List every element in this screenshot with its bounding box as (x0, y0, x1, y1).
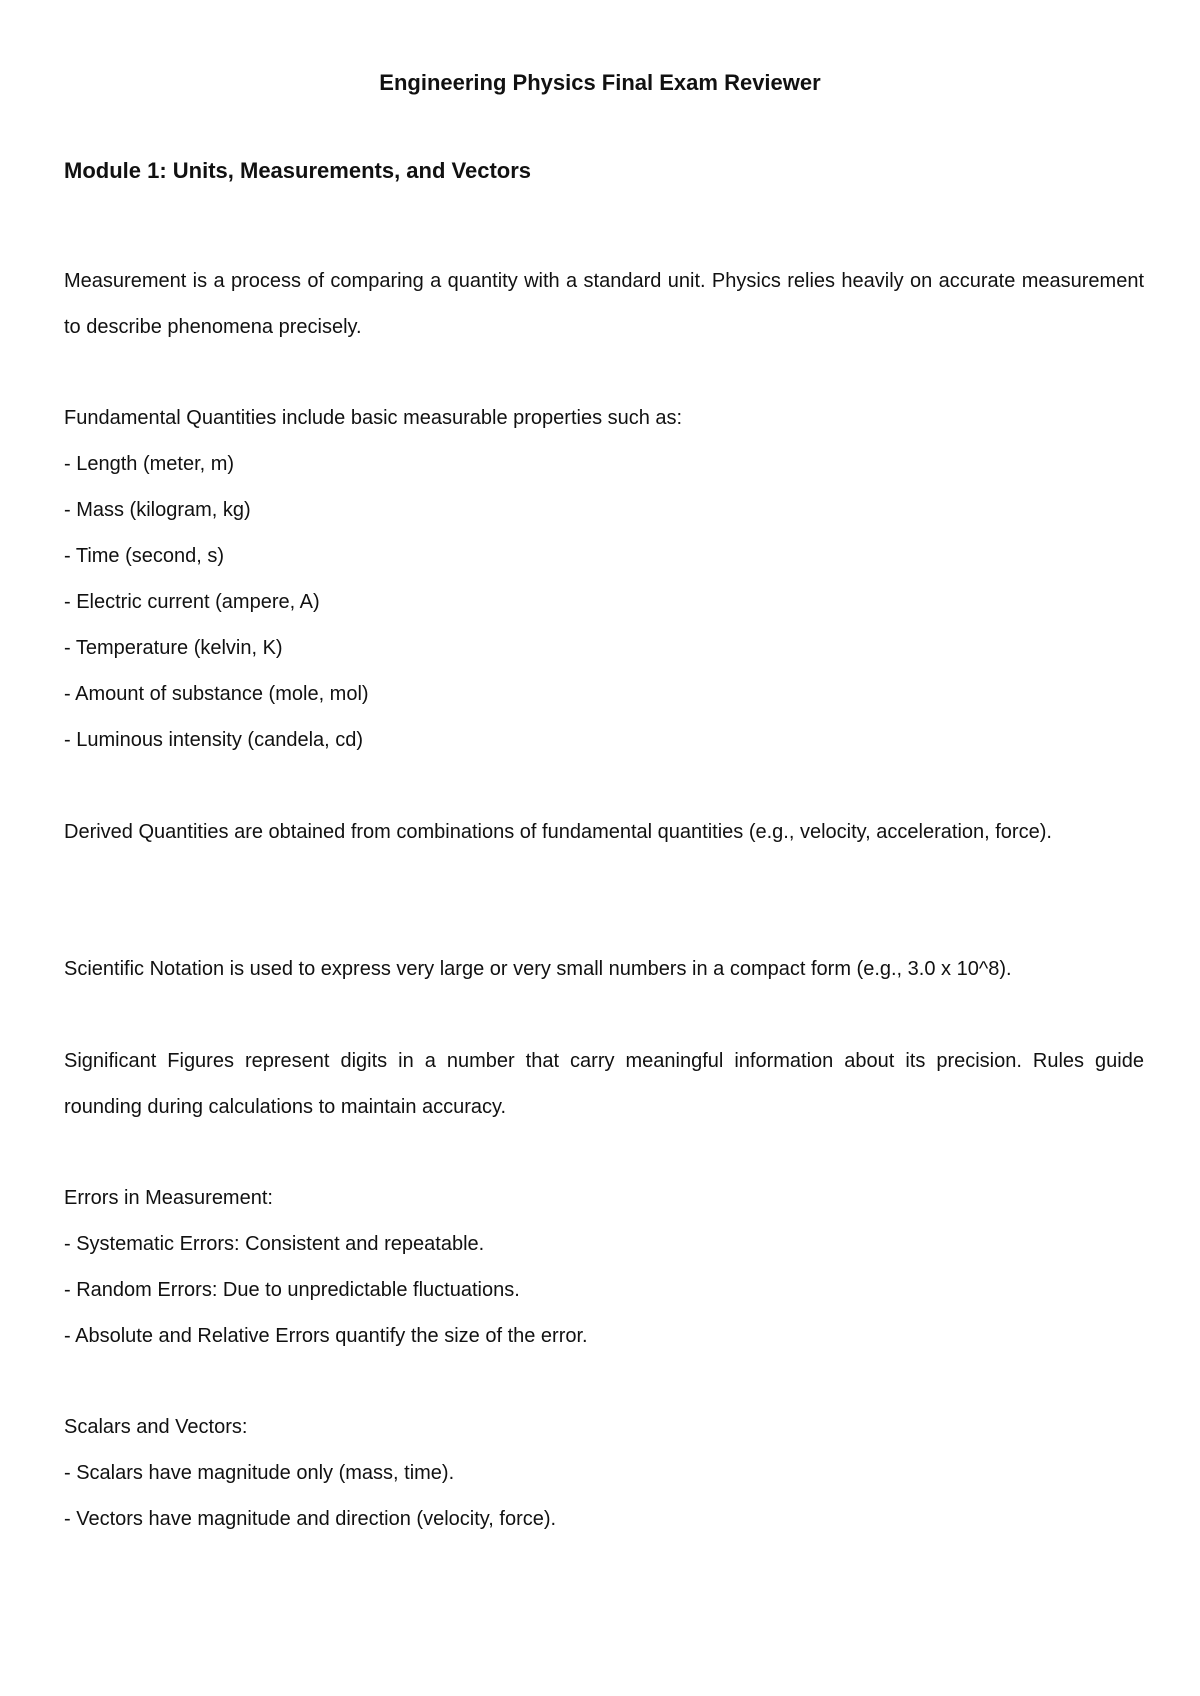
list-item: - Random Errors: Due to unpredictable fluctuations. (64, 1279, 520, 1301)
significant-figures-paragraph: Significant Figures represent digits in a number that carry meaningful information about its precision. Rules guide rounding during calculations to maintain accuracy. (64, 1050, 1144, 1118)
derived-quantities-paragraph: Derived Quantities are obtained from combinations of fundamental quantities (e.g., velocity, acceleration, force). (64, 821, 1052, 843)
scientific-notation-paragraph: Scientific Notation is used to express very large or very small numbers in a compact form (e.g., 3.0 x 10^8). (64, 958, 1012, 980)
list-item: - Scalars have magnitude only (mass, time). (64, 1462, 455, 1484)
fundamental-quantities-intro: Fundamental Quantities include basic measurable properties such as: (64, 407, 683, 429)
scalars-vectors-section (64, 1404, 1144, 1542)
module-heading: Module 1: Units, Measurements, and Vectors (64, 158, 532, 183)
list-item: - Luminous intensity (candela, cd) (64, 729, 364, 751)
list-item: - Absolute and Relative Errors quantify the size of the error. (64, 1325, 588, 1347)
list-item: - Temperature (kelvin, K) (64, 637, 283, 659)
list-item: - Systematic Errors: Consistent and repeatable. (64, 1233, 485, 1255)
errors-intro: Errors in Measurement: (64, 1187, 273, 1209)
list-item: - Amount of substance (mole, mol) (64, 683, 369, 705)
document-title: Engineering Physics Final Exam Reviewer (379, 70, 821, 95)
list-item: - Vectors have magnitude and direction (velocity, force). (64, 1508, 557, 1530)
fundamental-quantities-section (64, 395, 1144, 763)
list-item: - Electric current (ampere, A) (64, 591, 320, 613)
list-item: - Length (meter, m) (64, 453, 235, 475)
list-item: - Mass (kilogram, kg) (64, 499, 251, 521)
errors-section (64, 1175, 1144, 1359)
list-item: - Time (second, s) (64, 545, 225, 567)
scalars-vectors-intro: Scalars and Vectors: (64, 1416, 248, 1438)
measurement-paragraph: Measurement is a process of comparing a quantity with a standard unit. Physics relies heavily on accurate measurement to describe phenomena precisely. (64, 270, 1144, 338)
